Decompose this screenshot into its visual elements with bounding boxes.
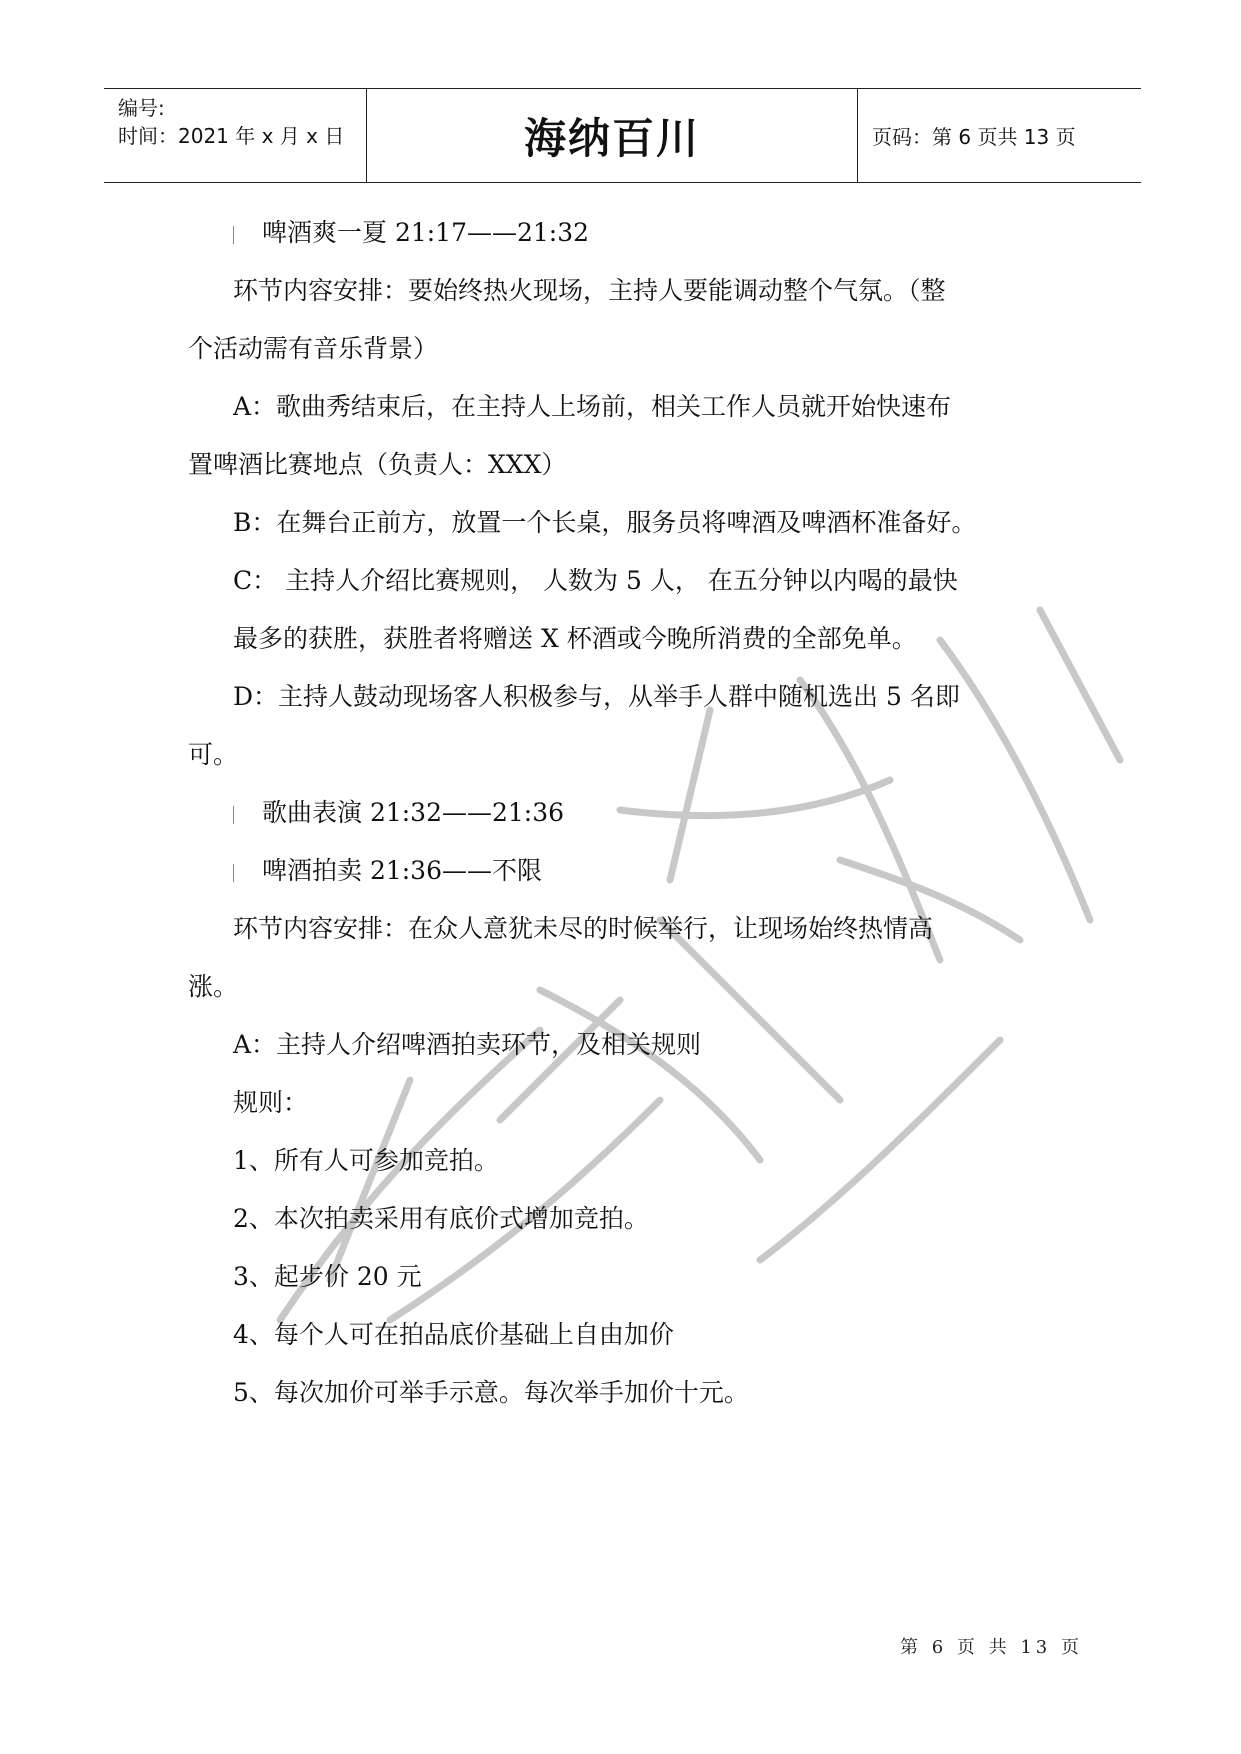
header-title-cell (367, 89, 858, 182)
line-text: 可。 (188, 740, 239, 769)
paragraph-line (188, 334, 438, 364)
line-text: C： 主持人介绍比赛规则， 人数为 5 人， 在五分钟以内喝的最快 (233, 566, 958, 595)
paragraph-line (233, 1030, 701, 1060)
page-indicator: 页码：第 6 页共 13 页 (872, 125, 1076, 149)
paragraph-line (188, 450, 566, 480)
section-heading (233, 856, 542, 886)
line-text: 置啤酒比赛地点（负责人：XXX） (188, 450, 567, 479)
line-text: 5、每次加价可举手示意。每次举手加价十元。 (233, 1378, 749, 1407)
line-text: D：主持人鼓动现场客人积极参与，从举手人群中随机选出 5 名即 (233, 682, 960, 711)
line-text: 歌曲表演 21:32——21:36 (262, 798, 565, 827)
paragraph-line (233, 682, 960, 712)
paragraph-line (233, 508, 976, 538)
line-text: A：主持人介绍啤酒拍卖环节，及相关规则 (233, 1030, 702, 1059)
paragraph-line (233, 392, 951, 422)
watermark-text (670, 990, 710, 1003)
line-text: 啤酒拍卖 21:36——不限 (262, 856, 542, 885)
bullet-marker (233, 226, 234, 244)
paragraph-line (233, 1088, 308, 1118)
paragraph-line (233, 624, 917, 654)
paragraph-line (233, 276, 946, 306)
paragraph-line (233, 1262, 422, 1292)
line-text: 规则： (233, 1088, 309, 1117)
header-meta (104, 89, 367, 182)
line-text: B：在舞台正前方，放置一个长桌，服务员将啤酒及啤酒杯准备好。 (233, 508, 977, 537)
paragraph-line (233, 1204, 649, 1234)
line-text: 4、每个人可在拍品底价基础上自由加价 (233, 1320, 674, 1349)
line-text: 啤酒爽一夏 21:17——21:32 (262, 218, 590, 247)
paragraph-line (233, 1320, 674, 1350)
document-header (104, 88, 1141, 183)
paragraph-line (233, 1378, 749, 1408)
section-heading (233, 798, 564, 828)
watermark (240, 560, 1140, 1360)
paragraph-line (233, 566, 958, 596)
line-text: 环节内容安排：要始终热火现场，主持人要能调动整个气氛。（整 (233, 276, 946, 305)
line-text: 环节内容安排：在众人意犹未尽的时候举行，让现场始终热情高 (233, 914, 934, 943)
document-number-label: 编号: (118, 96, 165, 120)
line-text: A：歌曲秀结束后，在主持人上场前，相关工作人员就开始快速布 (233, 392, 952, 421)
bullet-marker (233, 864, 234, 882)
header-page-cell (858, 89, 1141, 182)
line-text: 3、起步价 20 元 (233, 1262, 422, 1291)
bullet-marker (233, 806, 234, 824)
paragraph-line (188, 972, 238, 1002)
page-footer: 第 6 页 共 13 页 (900, 1637, 1083, 1658)
document-title: 海纳百川 (523, 113, 700, 163)
line-text: 涨。 (188, 972, 239, 1001)
line-text: 最多的获胜，获胜者将赠送 X 杯酒或今晚所消费的全部免单。 (233, 624, 917, 653)
section-heading (233, 218, 589, 248)
paragraph-line (188, 740, 238, 770)
line-text: 个活动需有音乐背景） (188, 334, 439, 363)
line-text: 1、所有人可参加竞拍。 (233, 1146, 499, 1175)
paragraph-line (233, 914, 933, 944)
document-time-label: 时间：2021 年 x 月 x 日 (118, 124, 345, 148)
paragraph-line (233, 1146, 499, 1176)
line-text: 2、本次拍卖采用有底价式增加竞拍。 (233, 1204, 649, 1233)
